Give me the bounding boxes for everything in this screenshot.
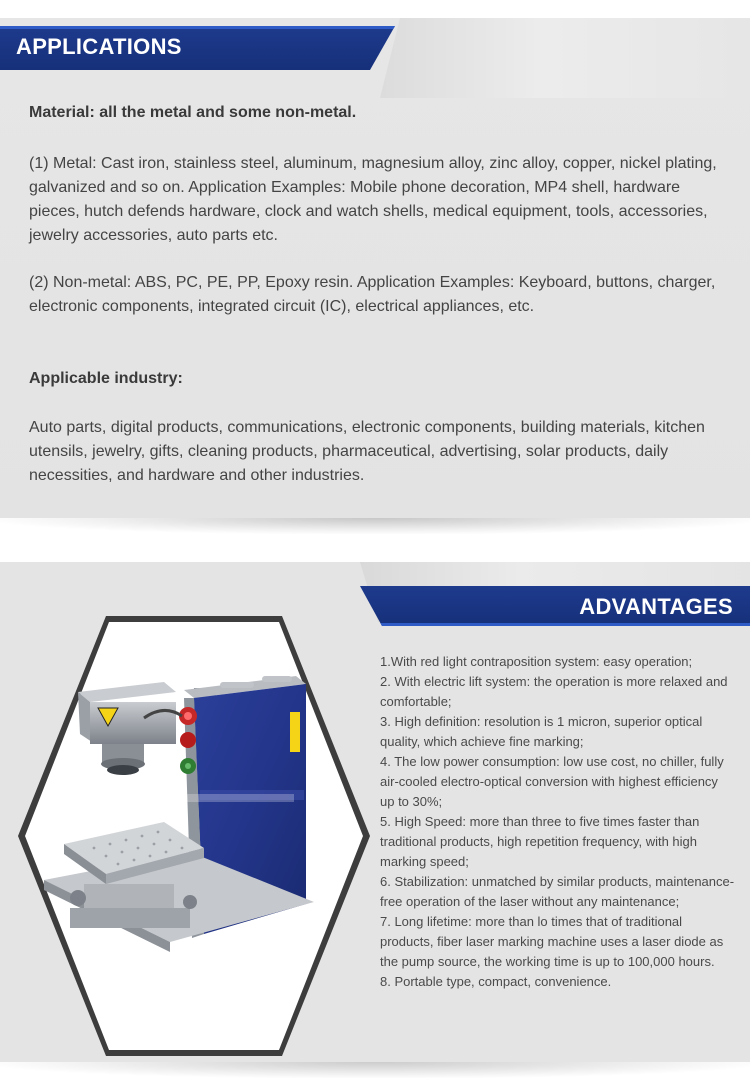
advantages-list [380,652,735,992]
list-item: 5. High Speed: more than three to five times faster than traditional products, high repetition frequency, with high marking speed; [380,814,700,869]
list-item: 3. High definition: resolution is 1 micron, superior optical quality, which achieve fine marking; [380,714,703,749]
list-item: 1.With red light contraposition system: easy operation; [380,654,693,669]
industry-heading: Applicable industry: [29,370,183,387]
list-item: 8. Portable type, compact, convenience. [380,974,612,989]
applications-title: APPLICATIONS [16,34,182,59]
metal-paragraph: (1) Metal: Cast iron, stainless steel, aluminum, magnesium alloy, zinc alloy, copper, nickel plating, galvanized and so on. Application Examples: Mobile phone decoration, MP4 shell, hardware pieces, hutch defends hardware, clock and watch shells, medical equipment, tools, accessories, jewelry accessories, auto parts etc. [29,155,717,244]
list-item: 4. The low power consumption: low use cost, no chiller, fully air-cooled electro-optical conversion with highest efficiency up to 30%; [380,754,724,809]
list-item: 6. Stabilization: unmatched by similar products, maintenance-free operation of the laser without any maintenance; [380,874,735,909]
page-fold-decoration [380,18,750,98]
industry-paragraph: Auto parts, digital products, communications, electronic components, building materials, kitchen utensils, jewelry, gifts, cleaning products, pharmaceutical, advertising, solar products, daily necessities, and hardware and other industries. [29,419,705,484]
material-heading: Material: all the metal and some non-metal. [29,104,357,121]
nonmetal-paragraph: (2) Non-metal: ABS, PC, PE, PP, Epoxy resin. Application Examples: Keyboard, buttons, charger, electronic components, integrated circuit (IC), electrical appliances, etc. [29,274,716,315]
list-item: 7. Long lifetime: more than lo times that of traditional products, fiber laser marking machine uses a laser diode as the pump source, the working time is up to 100,000 hours. [380,914,724,969]
section-shadow [0,518,750,534]
section-shadow [0,1062,750,1078]
laser-marking-machine-image [14,612,374,1060]
list-item: 2. With electric lift system: the operation is more relaxed and comfortable; [380,674,728,709]
product-image-frame [14,612,374,1060]
advantages-title: ADVANTAGES [579,594,733,619]
